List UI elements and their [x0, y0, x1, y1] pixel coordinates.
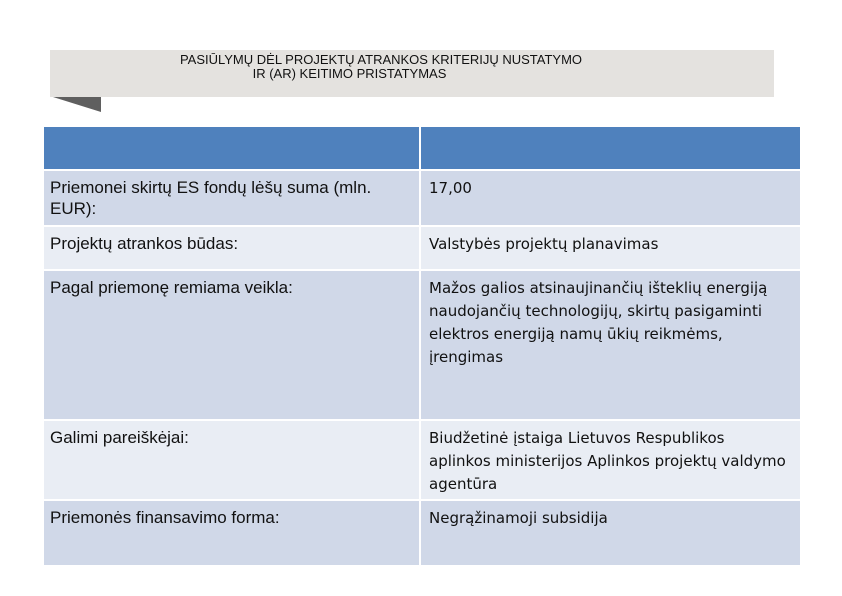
banner-fold-shadow — [53, 97, 101, 112]
row-label-supported-activity: Pagal priemonę remiama veikla: — [50, 278, 293, 297]
table-header-cell-value — [420, 126, 801, 170]
page-title — [50, 53, 774, 81]
row-value-selection-method: Valstybės projektų planavimas — [429, 235, 659, 253]
table-row — [43, 226, 801, 270]
table-header-row — [43, 126, 801, 170]
row-label-selection-method: Projektų atrankos būdas: — [50, 234, 239, 253]
table-header-cell-label — [43, 126, 420, 170]
row-value-financing-form: Negrąžinamoji subsidija — [429, 509, 608, 527]
row-value-supported-activity: Mažos galios atsinaujinančių išteklių energiją naudojančių technologijų, skirtų pasigaminti elektros energiją namų ūkių reikmėms, įrengimas — [429, 279, 768, 366]
table-row — [43, 270, 801, 420]
table-row — [43, 500, 801, 566]
table-row — [43, 420, 801, 500]
row-value-applicants: Biudžetinė įstaiga Lietuvos Respublikos aplinkos ministerijos Aplinkos projektų valdymo agentūra — [429, 429, 786, 493]
table-row — [43, 170, 801, 226]
measure-info-table — [42, 125, 802, 567]
page-title-line-1: PASIŪLYMŲ DĖL PROJEKTŲ ATRANKOS KRITERIJŲ NUSTATYMO — [179, 52, 583, 67]
row-value-funds-amount: 17,00 — [429, 179, 472, 197]
row-label-applicants: Galimi pareiškėjai: — [50, 428, 189, 447]
row-label-funds-amount: Priemonei skirtų ES fondų lėšų suma (mln. EUR): — [50, 178, 372, 218]
page-title-line-2: IR (AR) KEITIMO PRISTATYMAS — [252, 66, 447, 81]
row-label-financing-form: Priemonės finansavimo forma: — [50, 508, 280, 527]
